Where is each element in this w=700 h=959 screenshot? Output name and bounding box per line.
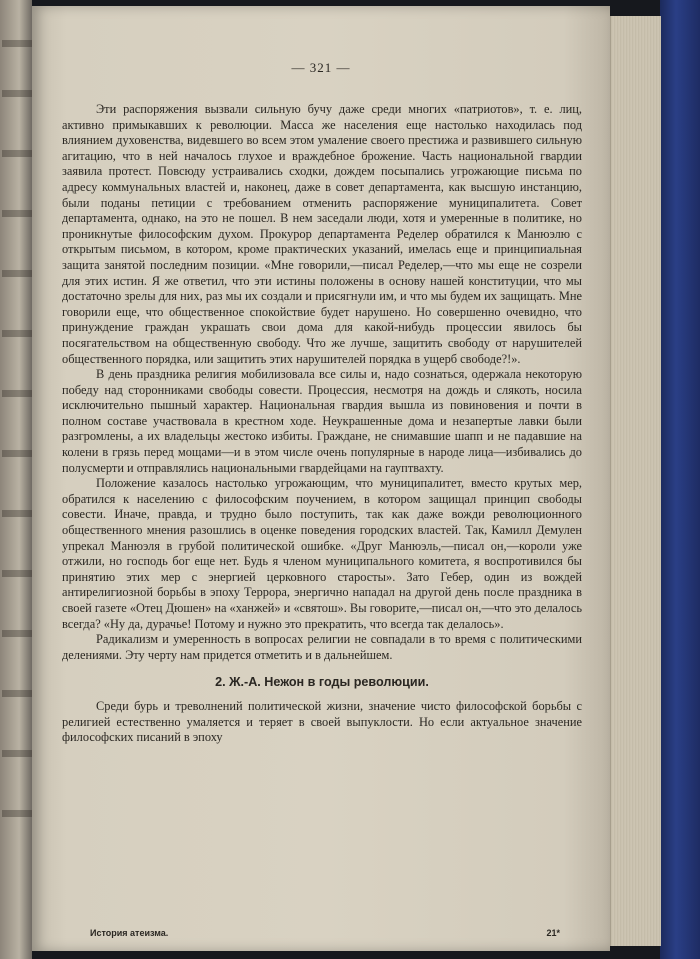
paragraph-4: Радикализм и умеренность в вопросах религии не совпадали в то время с политическими делениями. Эту черту нам придется отметить и в дальнейшем.: [62, 632, 582, 662]
page-number: — 321 —: [291, 60, 351, 75]
paragraph-2: В день праздника религия мобилизовала все силы и, надо сознаться, одержала некоторую победу над сторонниками свободы совести. Процессия, несмотря на дождь и слякоть, носила исключительно пышный характер. Национальная гвардия вышла из повиновения и почти в полном составе участвовала в крестном ходе. Неукрашенные дома и незапертые лавки были разгромлены, а их владельцы жестоко избиты. Граждане, не снимавшие шапп и не падавшие на колени в грязь перед мощами—и в этом числе очень популярные в народе лица—избивались до полусмерти и отправлялись национальными гвардейцами на гауптвахту.: [62, 367, 582, 475]
footer-book-title: История атеизма.: [90, 928, 169, 938]
book-cover-edge: [660, 0, 700, 959]
paragraph-3: Положение казалось настолько угрожающим, что муниципалитет, вместо крутых мер, обратился к населению с философским поучением, в котором защищал принцип свободы совести. Иначе, правда, и трудно было поступить, так как даже вожди революционного общественного мнения разошлись в оценке поведения городских властей. Так, Камилл Демулен упрекал Манюэля в грубой политической ошибке. «Друг Манюэль,—писал он,—короли уже отжили, но господь бог еще нет. Будь я членом муниципального комитета, я воспротивился бы принятию этих мер с энергией церковного старосты». Зато Гебер, один из вождей антирелигиозной борьбы в эпоху Террора, энергично нападал на другой день после праздника в своей газете «Отец Дюшен» на «ханжей» и «святош». Вы говорите,—писал он,—что это делалось всегда? «Ну да, дурачье! Потому и нужно это прекратить, что всегда так делалось».: [62, 476, 582, 631]
footer-signature: 21*: [546, 928, 560, 938]
page-footer: [90, 928, 560, 938]
page-sheet: [32, 6, 610, 951]
section-paragraph: Среди бурь и треволнений политической жизни, значение чисто философской борьбы с религией естественно умаляется и теряет в своей выпуклости. Но если актуальное значение философских писаний в эпоху: [62, 698, 582, 745]
paragraph-1: Эти распоряжения вызвали сильную бучу даже среди многих «патриотов», т. е. лиц, активно примыкавших к революции. Масса же населения еще настолько находилась под влиянием духовенства, видевшего во всем этом умаление своего престижа и развившего сильную агитацию, что в ней началось глухое и враждебное брожение. Часть национальной гвардии заявила протест. Повсюду устраивались сходки, дождем посыпались угрожающие письма по адресу коммунальных властей и, наконец, даже в совет департамента, как высшую инстанцию, были поданы петиции с требованием отменить распоряжение муниципалитета. Совет департамента, однако, на это не пошел. В нем заседали люди, хотя и умеренные в политике, но проникнутые философским духом. Прокурор департамента Ределер обратился к Манюэлю с открытым письмом, в котором, кроме практических указаний, имелась еще и принципиальная защита занятой последним позиции. «Мне говорили,—писал Ределер,—что мы еще не созрели для этих истин. Я же ответил, что эти истины положены в основу нашей конституции, что мы достаточно зрелы для них, раз мы их создали и присягнули им, и что мы будем их защищать. Мне говорили еще, что общественное спокойствие будет нарушено. Но совершенно очевидно, что принуждение граждан украшать свои дома для какой-нибудь процессии явилось бы посягательством на общественную свободу. Что же лучше, защитить свободу от нарушителей общественного порядка, или защитить этих нарушителей порядка в ущерб свободе?!».: [62, 102, 582, 366]
page-body: [62, 102, 582, 746]
facing-page-edge: [0, 0, 32, 959]
page-stack-edges: [610, 16, 661, 946]
book-page: [32, 6, 660, 951]
section-heading: 2. Ж.-А. Нежон в годы революции.: [215, 675, 429, 690]
